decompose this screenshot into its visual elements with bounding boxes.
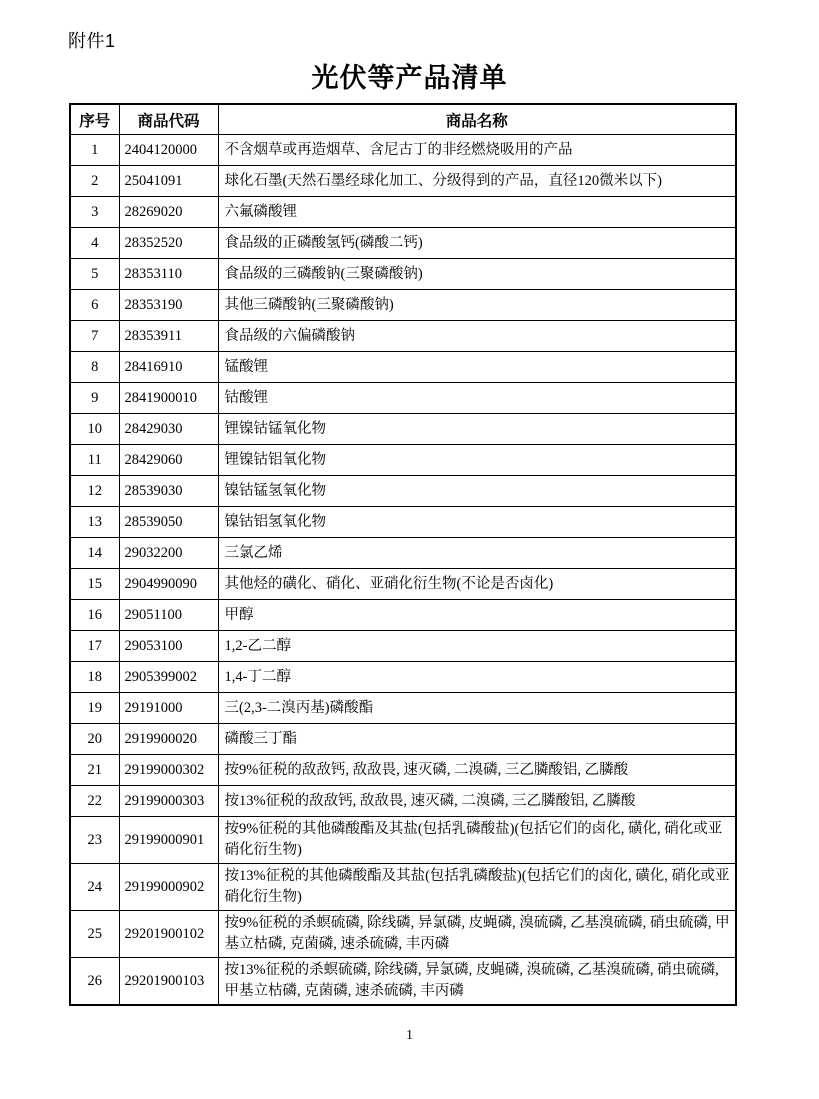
table-row xyxy=(70,569,736,600)
serial-number-cell: 19 xyxy=(70,693,119,724)
serial-number-cell: 20 xyxy=(70,724,119,755)
table-row xyxy=(70,166,736,197)
product-code-cell: 29199000901 xyxy=(119,817,218,864)
table-row xyxy=(70,321,736,352)
table-row xyxy=(70,352,736,383)
product-name-cell: 按13%征税的敌敌钙, 敌敌畏, 速灭磷, 二溴磷, 三乙膦酸铝, 乙膦酸 xyxy=(218,786,736,817)
serial-number-cell: 23 xyxy=(70,817,119,864)
table-row xyxy=(70,864,736,911)
product-code-cell: 2404120000 xyxy=(119,135,218,166)
product-name-cell: 食品级的正磷酸氢钙(磷酸二钙) xyxy=(218,228,736,259)
serial-number-cell: 13 xyxy=(70,507,119,538)
product-name-cell: 钴酸锂 xyxy=(218,383,736,414)
table-header-row xyxy=(70,104,736,135)
product-name-cell: 其他三磷酸钠(三聚磷酸钠) xyxy=(218,290,736,321)
product-code-cell: 2841900010 xyxy=(119,383,218,414)
product-name-cell: 按13%征税的杀螟硫磷, 除线磷, 异氯磷, 皮蝇磷, 溴硫磷, 乙基溴硫磷, 硝虫硫磷, 甲基立枯磷, 克菌磷, 速杀硫磷, 丰丙磷 xyxy=(218,958,736,1006)
serial-number-cell: 11 xyxy=(70,445,119,476)
table-row xyxy=(70,383,736,414)
product-name-cell: 其他烃的磺化、硝化、亚硝化衍生物(不论是否卤化) xyxy=(218,569,736,600)
product-code-cell: 28539030 xyxy=(119,476,218,507)
product-code-cell: 25041091 xyxy=(119,166,218,197)
product-code-cell: 29051100 xyxy=(119,600,218,631)
product-code-cell: 29201900103 xyxy=(119,958,218,1006)
table-row xyxy=(70,290,736,321)
serial-number-cell: 12 xyxy=(70,476,119,507)
table-row xyxy=(70,476,736,507)
table-row xyxy=(70,755,736,786)
serial-number-cell: 5 xyxy=(70,259,119,290)
serial-number-cell: 4 xyxy=(70,228,119,259)
table-row xyxy=(70,228,736,259)
serial-number-cell: 18 xyxy=(70,662,119,693)
col-header-serial-number: 序号 xyxy=(70,104,119,135)
product-code-cell: 2919900020 xyxy=(119,724,218,755)
product-name-cell: 锂镍钴铝氧化物 xyxy=(218,445,736,476)
page-title: 光伏等产品清单 xyxy=(311,63,508,93)
table-row xyxy=(70,662,736,693)
serial-number-cell: 21 xyxy=(70,755,119,786)
product-name-cell: 1,2-乙二醇 xyxy=(218,631,736,662)
serial-number-cell: 17 xyxy=(70,631,119,662)
product-name-cell: 六氟磷酸锂 xyxy=(218,197,736,228)
product-code-cell: 29199000302 xyxy=(119,755,218,786)
product-name-cell: 不含烟草或再造烟草、含尼古丁的非经燃烧吸用的产品 xyxy=(218,135,736,166)
serial-number-cell: 3 xyxy=(70,197,119,228)
product-code-cell: 28429060 xyxy=(119,445,218,476)
product-code-cell: 28352520 xyxy=(119,228,218,259)
product-name-cell: 1,4-丁二醇 xyxy=(218,662,736,693)
product-name-cell: 锂镍钴锰氧化物 xyxy=(218,414,736,445)
product-code-cell: 29199000303 xyxy=(119,786,218,817)
table-row xyxy=(70,197,736,228)
table-row xyxy=(70,414,736,445)
table-row xyxy=(70,600,736,631)
serial-number-cell: 9 xyxy=(70,383,119,414)
product-name-cell: 按13%征税的其他磷酸酯及其盐(包括乳磷酸盐)(包括它们的卤化, 磺化, 硝化或亚硝化衍生物) xyxy=(218,864,736,911)
page-number: 1 xyxy=(406,1028,413,1043)
product-name-cell: 甲醇 xyxy=(218,600,736,631)
table-body xyxy=(70,135,736,1006)
product-table xyxy=(69,103,737,1006)
product-code-cell: 2905399002 xyxy=(119,662,218,693)
product-code-cell: 29199000902 xyxy=(119,864,218,911)
table-row xyxy=(70,135,736,166)
serial-number-cell: 26 xyxy=(70,958,119,1006)
product-code-cell: 29201900102 xyxy=(119,911,218,958)
table-row xyxy=(70,786,736,817)
product-name-cell: 按9%征税的杀螟硫磷, 除线磷, 异氯磷, 皮蝇磷, 溴硫磷, 乙基溴硫磷, 硝虫硫磷, 甲基立枯磷, 克菌磷, 速杀硫磷, 丰丙磷 xyxy=(218,911,736,958)
product-code-cell: 2904990090 xyxy=(119,569,218,600)
serial-number-cell: 7 xyxy=(70,321,119,352)
serial-number-cell: 1 xyxy=(70,135,119,166)
product-name-cell: 镍钴锰氢氧化物 xyxy=(218,476,736,507)
product-code-cell: 28353110 xyxy=(119,259,218,290)
product-name-cell: 锰酸锂 xyxy=(218,352,736,383)
serial-number-cell: 15 xyxy=(70,569,119,600)
table-row xyxy=(70,693,736,724)
product-code-cell: 29032200 xyxy=(119,538,218,569)
table-row xyxy=(70,911,736,958)
serial-number-cell: 2 xyxy=(70,166,119,197)
table-row xyxy=(70,259,736,290)
product-name-cell: 食品级的六偏磷酸钠 xyxy=(218,321,736,352)
table-row xyxy=(70,724,736,755)
serial-number-cell: 25 xyxy=(70,911,119,958)
serial-number-cell: 22 xyxy=(70,786,119,817)
table-row xyxy=(70,958,736,1006)
table-row xyxy=(70,817,736,864)
serial-number-cell: 16 xyxy=(70,600,119,631)
serial-number-cell: 10 xyxy=(70,414,119,445)
product-code-cell: 29053100 xyxy=(119,631,218,662)
product-code-cell: 29191000 xyxy=(119,693,218,724)
product-name-cell: 三氯乙烯 xyxy=(218,538,736,569)
product-code-cell: 28416910 xyxy=(119,352,218,383)
product-code-cell: 28429030 xyxy=(119,414,218,445)
product-name-cell: 球化石墨(天然石墨经球化加工、分级得到的产品，直径120微米以下) xyxy=(218,166,736,197)
table-row xyxy=(70,445,736,476)
product-code-cell: 28353190 xyxy=(119,290,218,321)
product-code-cell: 28269020 xyxy=(119,197,218,228)
serial-number-cell: 6 xyxy=(70,290,119,321)
product-code-cell: 28539050 xyxy=(119,507,218,538)
table-row xyxy=(70,538,736,569)
product-name-cell: 镍钴铝氢氧化物 xyxy=(218,507,736,538)
serial-number-cell: 14 xyxy=(70,538,119,569)
product-name-cell: 食品级的三磷酸钠(三聚磷酸钠) xyxy=(218,259,736,290)
product-code-cell: 28353911 xyxy=(119,321,218,352)
serial-number-cell: 8 xyxy=(70,352,119,383)
table-row xyxy=(70,631,736,662)
product-name-cell: 磷酸三丁酯 xyxy=(218,724,736,755)
serial-number-cell: 24 xyxy=(70,864,119,911)
product-name-cell: 三(2,3-二溴丙基)磷酸酯 xyxy=(218,693,736,724)
col-header-product-name: 商品名称 xyxy=(218,104,736,135)
col-header-product-code: 商品代码 xyxy=(119,104,218,135)
product-name-cell: 按9%征税的其他磷酸酯及其盐(包括乳磷酸盐)(包括它们的卤化, 磺化, 硝化或亚硝化衍生物) xyxy=(218,817,736,864)
attachment-label: 附件1 xyxy=(68,31,116,51)
product-name-cell: 按9%征税的敌敌钙, 敌敌畏, 速灭磷, 二溴磷, 三乙膦酸铝, 乙膦酸 xyxy=(218,755,736,786)
table-row xyxy=(70,507,736,538)
